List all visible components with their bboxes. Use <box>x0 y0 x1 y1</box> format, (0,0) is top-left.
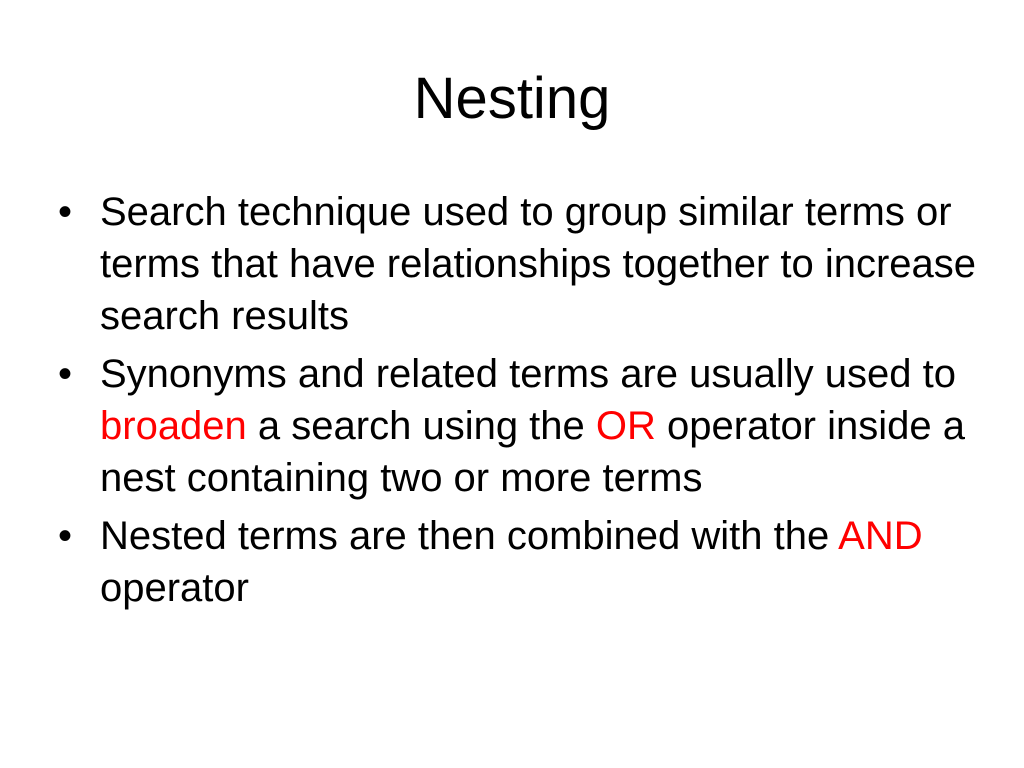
bullet-item-2 <box>58 348 978 504</box>
bullet-text-part: Nested terms are then combined with the <box>100 514 839 558</box>
bullet-list <box>58 186 978 620</box>
bullet-icon: • <box>58 190 73 234</box>
highlight-and: AND <box>838 514 923 558</box>
bullet-text-part: operator inside a nest containing two or more terms <box>100 404 965 500</box>
highlight-broaden: broaden <box>100 404 247 448</box>
highlight-or: OR <box>595 404 656 448</box>
bullet-text-part: operator <box>100 566 249 610</box>
bullet-item-1 <box>58 186 978 342</box>
bullet-text-part: a search using the <box>246 404 596 448</box>
slide-title: Nesting <box>413 66 611 131</box>
bullet-item-3 <box>58 510 978 614</box>
bullet-icon: • <box>58 352 73 396</box>
bullet-text: Search technique used to group similar terms or terms that have relationships together to increase search results <box>100 190 977 338</box>
bullet-icon: • <box>58 514 73 558</box>
bullet-text-part: Synonyms and related terms are usually used to <box>100 352 956 396</box>
